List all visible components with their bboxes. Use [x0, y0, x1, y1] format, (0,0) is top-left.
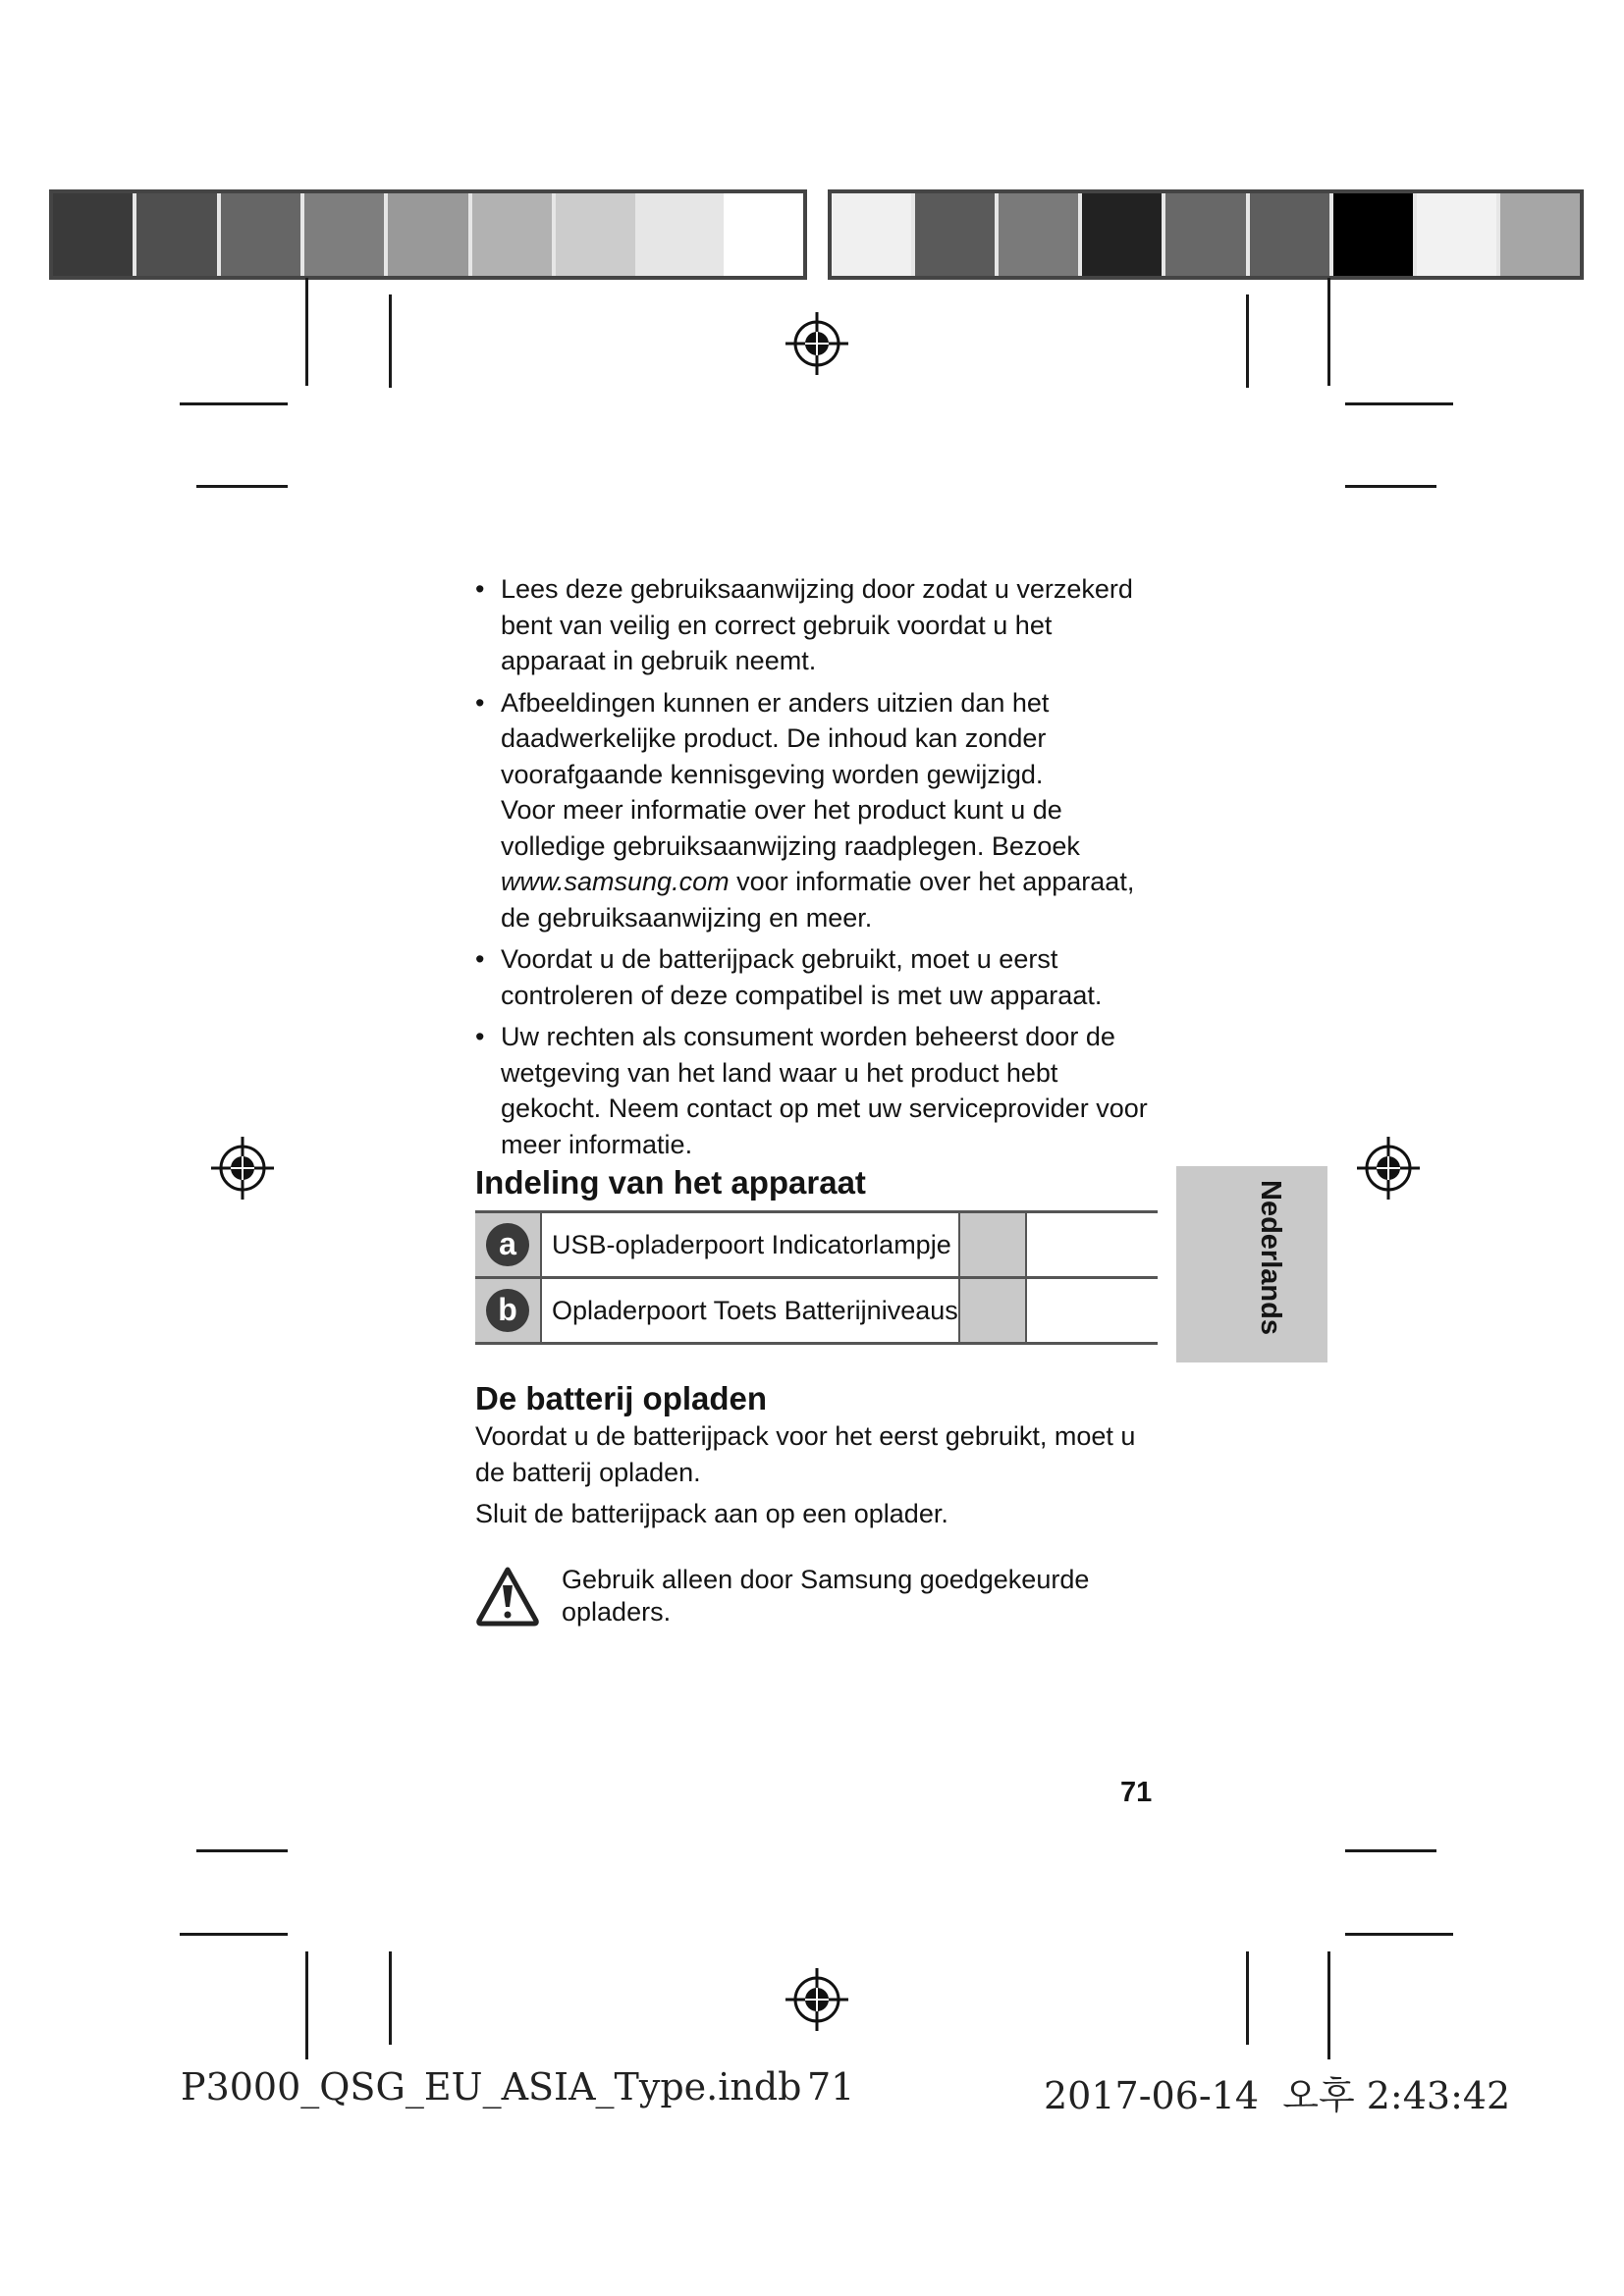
footer-timestamp: 2017-06-14 오후 2:43:42 [1044, 2074, 1511, 2117]
crop-mark [1345, 485, 1436, 488]
color-swatch [556, 193, 639, 276]
crop-mark [389, 1951, 392, 2045]
crop-mark [1345, 1849, 1436, 1852]
table-cell: USB-opladerpoort Indicatorlampje [541, 1212, 959, 1278]
crop-mark [389, 294, 392, 388]
registration-mark-icon [208, 1134, 277, 1202]
language-tab-label: Nederlands [1255, 1180, 1286, 1335]
warning-icon [475, 1566, 540, 1627]
main-content [475, 571, 1163, 1168]
charging-paragraph-2: Sluit de batterijpack aan op een oplader. [475, 1499, 948, 1528]
color-bar-left [49, 189, 807, 280]
registration-mark-icon [1354, 1134, 1423, 1202]
crop-mark [1345, 1933, 1453, 1936]
color-swatch [221, 193, 304, 276]
list-item: • Uw rechten als consument worden beheerst door de wetgeving van het land waar u het product hebt gekocht. Neem contact op met uw serviceprovider voor meer informatie. [475, 1019, 1163, 1162]
color-swatch [1500, 193, 1580, 276]
footer-filename: P3000_QSG_EU_ASIA_Type.indb [181, 2065, 802, 2109]
crop-mark [305, 278, 308, 386]
crop-mark [1327, 1951, 1330, 2059]
crop-mark [1246, 294, 1249, 388]
color-swatch [472, 193, 556, 276]
color-swatch [1417, 193, 1500, 276]
registration-mark-icon [783, 309, 851, 378]
list-item: • Voordat u de batterijpack gebruikt, moet u eerst controleren of deze compatibel is met uw apparaat. [475, 941, 1163, 1013]
section-title-device-layout: Indeling van het apparaat [475, 1164, 866, 1201]
website-link: www.samsung.com [501, 867, 730, 896]
table-cell: Opladerpoort Toets Batterijniveaus [541, 1278, 959, 1344]
section-title-charging: De batterij opladen [475, 1380, 768, 1416]
color-swatch [304, 193, 388, 276]
color-swatch [832, 193, 915, 276]
crop-mark [180, 402, 288, 405]
list-item: • Afbeeldingen kunnen er anders uitzien dan het daadwerkelijke product. De inhoud kan zonder voorafgaande kennisgeving worden gewijzigd. Voor meer informatie over het product kunt u de volledige gebruiksaanwijzing raadplegen. Bezoek www.samsung.com voor informatie over het apparaat, de gebruiksaanwijzing en meer. [475, 685, 1163, 936]
table-row [475, 1278, 1158, 1344]
color-swatch [136, 193, 220, 276]
color-bar-right [828, 189, 1584, 280]
color-swatch [53, 193, 136, 276]
color-swatch [999, 193, 1082, 276]
list-item: • Lees deze gebruiksaanwijzing door zodat u verzekerd bent van veilig en correct gebruik voordat u het apparaat in gebruik neemt. [475, 571, 1163, 679]
device-layout-table [475, 1210, 1158, 1345]
color-swatch [1165, 193, 1249, 276]
color-swatch [1333, 193, 1417, 276]
color-swatch [724, 193, 803, 276]
color-swatch [388, 193, 471, 276]
color-swatch [1250, 193, 1333, 276]
warning-text: Gebruik alleen door Samsung goedgekeurde opladers. [562, 1565, 1090, 1627]
page-number: 71 [1120, 1777, 1153, 1808]
color-swatch [639, 193, 723, 276]
crop-mark [305, 1951, 308, 2059]
crop-mark [180, 1933, 288, 1936]
charging-paragraph-1: Voordat u de batterijpack voor het eerst gebruikt, moet u de batterij opladen. [475, 1421, 1136, 1487]
bullet-list [475, 571, 1163, 1162]
registration-mark-icon [783, 1965, 851, 2034]
crop-mark [196, 485, 288, 488]
crop-mark [1345, 402, 1453, 405]
label-b-icon: b [486, 1289, 529, 1332]
language-tab [1176, 1166, 1327, 1362]
crop-mark [1327, 278, 1330, 386]
color-swatch [915, 193, 999, 276]
footer-file-page: 71 [807, 2065, 855, 2109]
crop-mark [196, 1849, 288, 1852]
label-a-icon: a [486, 1223, 529, 1266]
color-swatch [1082, 193, 1165, 276]
crop-mark [1246, 1951, 1249, 2045]
table-row [475, 1212, 1158, 1278]
